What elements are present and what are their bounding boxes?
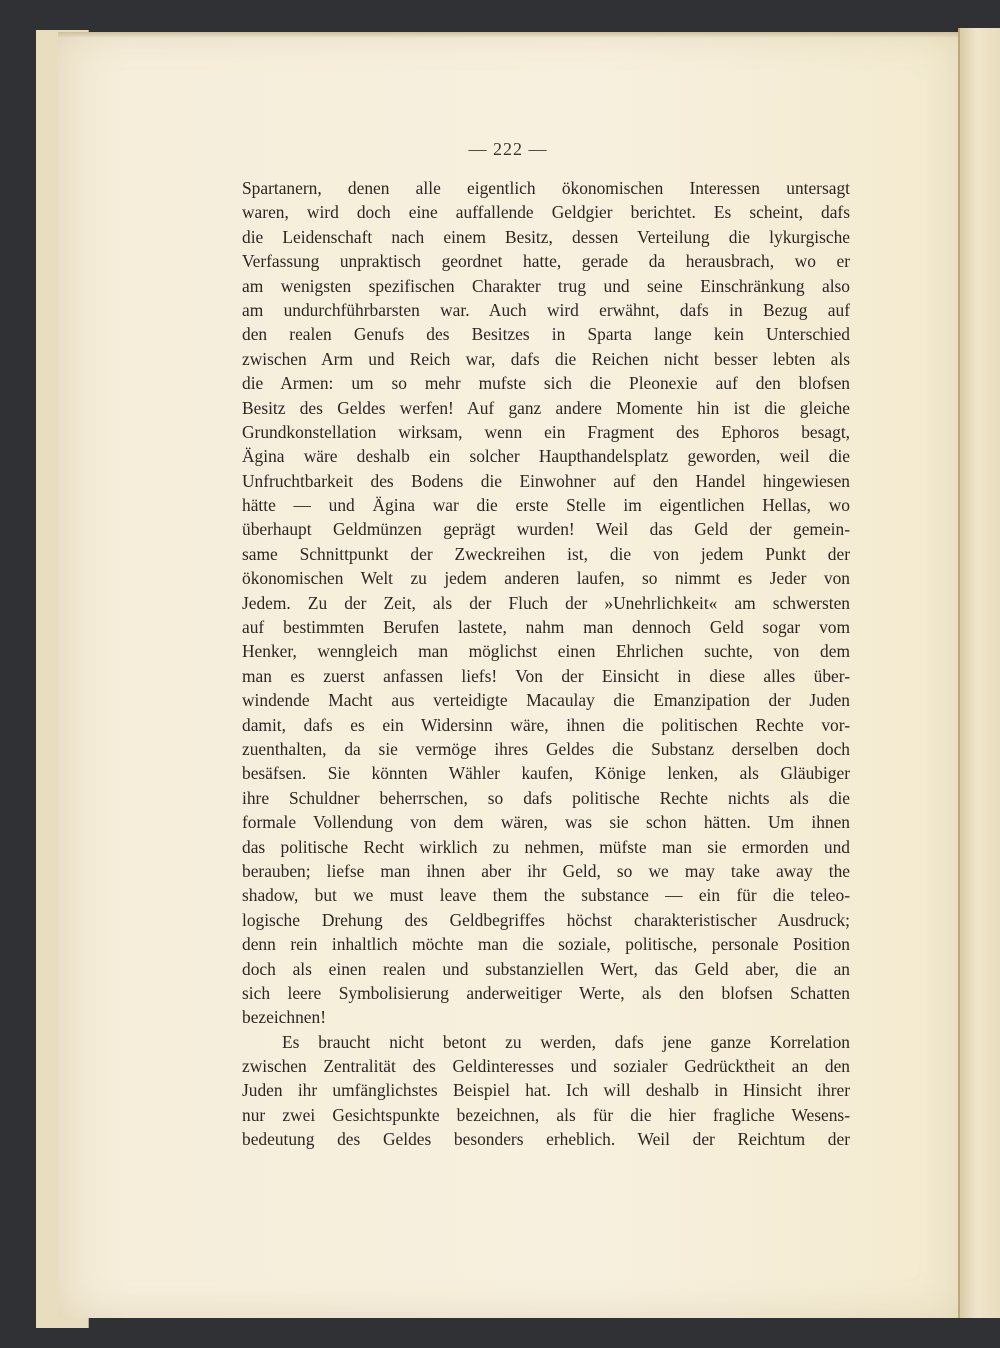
text-line: die Armen: um so mehr mufste sich die Pleonexie auf den blofsen bbox=[242, 373, 850, 394]
text-line: überhaupt Geldmünzen geprägt wurden! Weil das Geld der gemein- bbox=[242, 519, 850, 540]
text-line: Jedem. Zu der Zeit, als der Fluch der »Unehrlichkeit« am schwersten bbox=[242, 592, 850, 613]
text-line: Unfruchtbarkeit des Bodens die Einwohner auf den Handel hingewiesen bbox=[242, 470, 850, 491]
text-line: formale Vollendung von dem wären, was sie schon hätten. Um ihnen bbox=[242, 812, 850, 833]
text-line: damit, dafs es ein Widersinn wäre, ihnen die politischen Rechte vor- bbox=[242, 714, 850, 735]
text-line: ökonomischen Welt zu jedem anderen laufen, so nimmt es Jeder von bbox=[242, 568, 850, 589]
text-line: Besitz des Geldes werfen! Auf ganz andere Momente hin ist die gleiche bbox=[242, 397, 850, 418]
text-line: zwischen Zentralität des Geldinteresses und sozialer Gedrücktheit an den bbox=[242, 1056, 850, 1077]
text-line: denn rein inhaltlich möchte man die soziale, politische, personale Position bbox=[242, 934, 850, 955]
text-line: doch als einen realen und substanziellen Wert, das Geld aber, die an bbox=[242, 958, 850, 979]
book-page bbox=[58, 32, 958, 1318]
text-line: den realen Genufs des Besitzes in Sparta lange kein Unterschied bbox=[242, 324, 850, 345]
text-line: Grundkonstellation wirksam, wenn ein Fragment des Ephoros besagt, bbox=[242, 421, 850, 442]
text-line: Spartanern, denen alle eigentlich ökonomischen Interessen untersagt bbox=[242, 178, 850, 198]
text-line: hätte — und Ägina war die erste Stelle im eigentlichen Hellas, wo bbox=[242, 495, 850, 516]
text-line: nur zwei Gesichtspunkte bezeichnen, als für die hier fragliche Wesens- bbox=[242, 1104, 850, 1125]
text-line: bedeutung des Geldes besonders erheblich. Weil der Reichtum der bbox=[242, 1129, 850, 1150]
text-line: berauben; liefse man ihnen aber ihr Geld, so we may take away the bbox=[242, 860, 850, 881]
text-line: waren, wird doch eine auffallende Geldgier berichtet. Es scheint, dafs bbox=[242, 202, 850, 223]
text-line: sich leere Symbolisierung anderweitiger Werte, als den blofsen Schatten bbox=[242, 982, 850, 1003]
text-line: Juden ihr umfänglichstes Beispiel hat. Ich will deshalb in Hinsicht ihrer bbox=[242, 1080, 850, 1101]
text-line: Ägina wäre deshalb ein solcher Haupthandelsplatz geworden, weil die bbox=[242, 446, 850, 467]
text-line: logische Drehung des Geldbegriffes höchst charakteristischer Ausdruck; bbox=[242, 909, 850, 930]
text-line: zwischen Arm und Reich war, dafs die Reichen nicht besser lebten als bbox=[242, 348, 850, 369]
text-line: besäfsen. Sie könnten Wähler kaufen, Könige lenken, als Gläubiger bbox=[242, 763, 850, 784]
text-line: auf bestimmten Berufen lastete, nahm man dennoch Geld sogar vom bbox=[242, 617, 850, 638]
text-line: Verfassung unpraktisch geordnet hatte, gerade da herausbrach, wo er bbox=[242, 251, 850, 272]
text-line: das politische Recht wirklich zu nehmen, müfste man sie ermorden und bbox=[242, 836, 850, 857]
text-line: Es braucht nicht betont zu werden, dafs jene ganze Korrelation bbox=[282, 1031, 850, 1052]
text-line: am wenigsten spezifischen Charakter trug und seine Einschränkung also bbox=[242, 275, 850, 296]
text-line: ihre Schuldner beherrschen, so dafs politische Rechte nichts als die bbox=[242, 787, 850, 808]
text-line: Henker, wenngleich man möglichst einen Ehrlichen suchte, von dem bbox=[242, 641, 850, 662]
body-text bbox=[242, 176, 850, 1152]
facing-page-edge bbox=[958, 28, 1000, 1318]
text-line: windende Macht aus verteidigte Macaulay die Emanzipation der Juden bbox=[242, 690, 850, 711]
text-line: man es zuerst anfassen liefs! Von der Einsicht in diese alles über- bbox=[242, 665, 850, 686]
text-line: am undurchführbarsten war. Auch wird erwähnt, dafs in Bezug auf bbox=[242, 299, 850, 320]
text-line: shadow, but we must leave them the substance — ein für die teleo- bbox=[242, 885, 850, 906]
text-line: same Schnittpunkt der Zweckreihen ist, die von jedem Punkt der bbox=[242, 543, 850, 564]
text-line: zuenthalten, da sie vermöge ihres Geldes die Substanz derselben doch bbox=[242, 738, 850, 759]
text-line: bezeichnen! bbox=[242, 1007, 326, 1028]
text-line: die Leidenschaft nach einem Besitz, dessen Verteilung die lykurgische bbox=[242, 226, 850, 247]
page-number: — 222 — bbox=[468, 139, 548, 159]
